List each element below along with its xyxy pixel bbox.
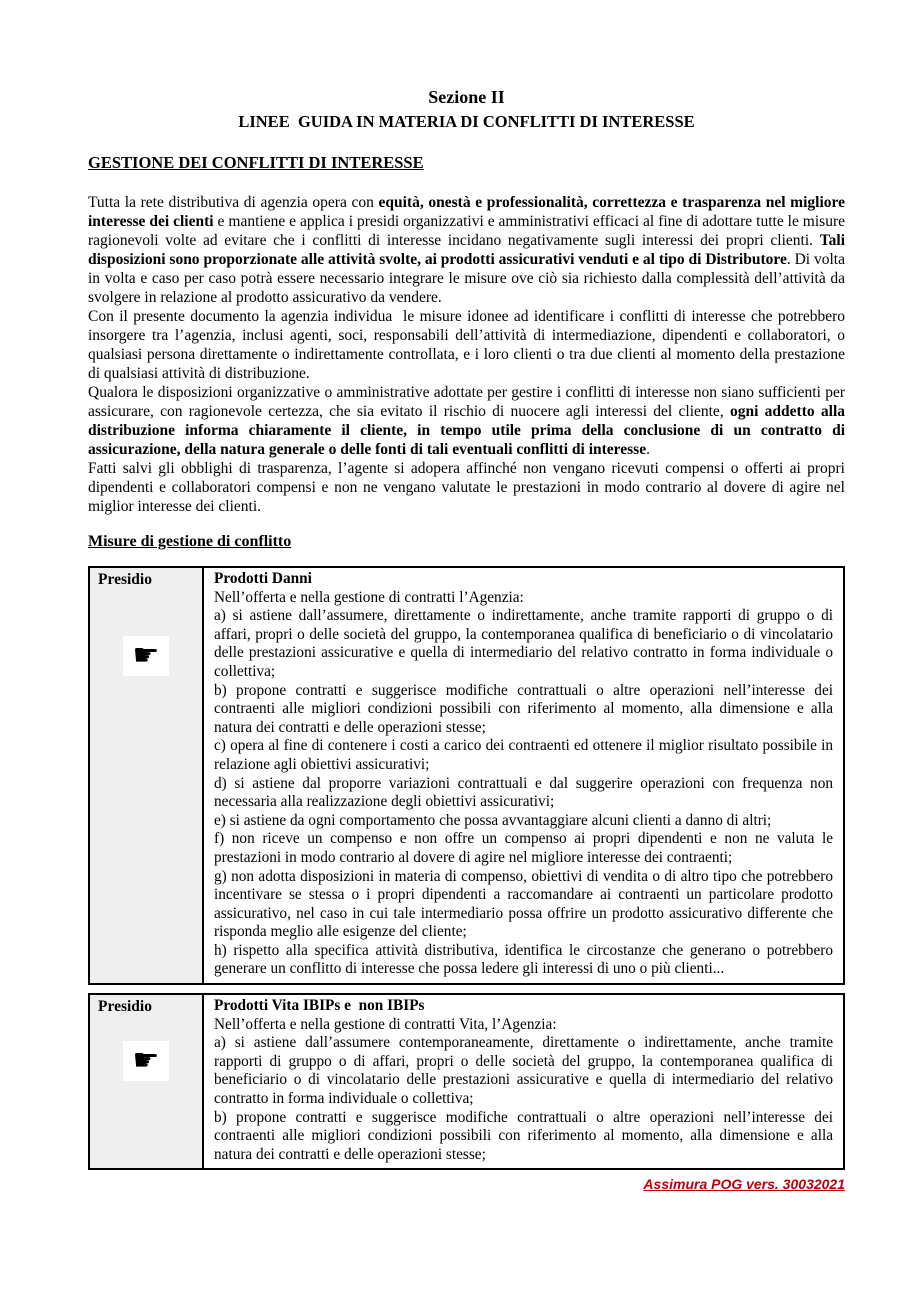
measures-heading: Misure di gestione di conflitto — [88, 533, 292, 550]
section-heading: GESTIONE DEI CONFLITTI DI INTERESSE — [88, 153, 424, 172]
page-title: Sezione II — [428, 87, 505, 107]
cell-items — [214, 1034, 837, 1164]
list-item: a) si astiene dall’assumere, direttamente o indirettamente, anche tramite rapporti di gruppo o di affari, propri o delle società del gruppo, la contemporanea qualifica di beneficiario o di vincolatario delle prestazioni assicurative e quella di intermediario del relativo contratto in forma individuale o collettiva; — [214, 607, 837, 680]
cell-title: Prodotti Danni — [214, 570, 312, 587]
cell-title: Prodotti Vita IBIPs e non IBIPs — [214, 997, 425, 1015]
list-item: g) non adotta disposizioni in materia di compenso, obiettivi di vendita o di altro tipo che potrebbero incentivare se stessa o i propri dipendenti a raccomandare ai contraenti un particolare prodotto assicurativo, nel caso in cui tale intermediario possa offrire un prodotto assicurativo differente che risponda meglio alle esigenze del cliente; — [214, 867, 837, 941]
cell-items — [214, 607, 837, 979]
presidio-content-cell — [203, 994, 844, 1169]
pointing-hand-icon: ☛ — [123, 636, 169, 676]
body-paragraphs — [88, 193, 849, 516]
pointing-hand-icon: ☛ — [123, 1041, 169, 1081]
list-item: c) opera al fine di contenere i costi a carico dei contraenti ed ottenere il miglior risultato possibile in relazione agli obiettivi assicurativi; — [214, 737, 837, 773]
list-item: a) si astiene dall’assumere contemporaneamente, direttamente o indirettamente, anche tramite rapporti di gruppo o di affari, propri o delle società del gruppo, la contemporanea qualifica di beneficiario o di vincolatario delle prestazioni assicurative e quella di intermediario del relativo contratto in forma individuale o collettiva; — [214, 1034, 837, 1108]
list-item: e) si astiene da ogni comportamento che possa avvantaggiare alcuni clienti a danno di altri; — [214, 811, 772, 829]
presidio-label: Presidio — [98, 571, 152, 588]
paragraph: Tutta la rete distributiva di agenzia opera con equità, onestà e professionalità, correttezza e trasparenza nel migliore interesse dei clienti e mantiene e applica i presidi organizzativi e amministrativi efficaci al fine di adottare tutte le misure ragionevoli volte ad evitare che i conflitti di interesse incidano negativamente sugli interessi dei propri clienti. Tali disposizioni sono proporzionate alle attività svolte, ai prodotti assicurativi venduti e al tipo di Distributore. Di volta in volta e caso per caso potrà essere necessario integrare le misure ove ciò sia richiesto dalla complessità dell’attività da svolgere in relazione al prodotto assicurativo da vendere. — [88, 194, 849, 306]
footer-version-text: Assimura POG vers. 30032021 — [643, 1176, 845, 1193]
page-subtitle: LINEE GUIDA IN MATERIA DI CONFLITTI DI INTERESSE — [238, 112, 695, 131]
paragraph: Con il presente documento la agenzia individua le misure idonee ad identificare i conflitti di interesse che potrebbero insorgere tra l’agenzia, inclusi agenti, soci, responsabili dell’attività di intermediazione, dipendenti e collaboratori, o qualsiasi persona direttamente o indirettamente controllata, e i loro clienti o tra due clienti al momento della prestazione di qualsiasi attività di distribuzione. — [88, 308, 849, 382]
list-item: b) propone contratti e suggerisce modifiche contrattuali o altre operazioni nell’interesse dei contraenti alle migliori condizioni possibili con riferimento al momento, alla dimensione e alla natura dei contratti e delle operazioni stesse; — [214, 1108, 837, 1163]
presidio-cell — [89, 994, 203, 1169]
paragraph: Qualora le disposizioni organizzative o amministrative adottate per gestire i conflitti di interesse non siano sufficienti per assicurare, con ragionevole certezza, che sia evitato il rischio di nuocere agli interessi del cliente, ogni addetto alla distribuzione informa chiaramente il cliente, in tempo utile prima della conclusione di un contratto di assicurazione, della natura generale o delle fonti di tali eventuali conflitti di interesse. — [88, 384, 849, 458]
list-item: h) rispetto alla specifica attività distributiva, identifica le circostanze che generano o potrebbero generare un conflitto di interesse che possa ledere gli interessi di uno o più clienti... — [214, 941, 837, 978]
cell-intro: Nell’offerta e nella gestione di contratti Vita, l’Agenzia: — [214, 1015, 557, 1033]
list-item: d) si astiene dal proporre variazioni contrattuali e dal suggerire operazioni con frequenza non necessaria alla realizzazione degli obiettivi assicurativi; — [214, 774, 837, 811]
footer-version — [88, 1176, 845, 1192]
presidio-table-vita — [88, 993, 845, 1170]
cell-intro: Nell’offerta e nella gestione di contratti l’Agenzia: — [214, 588, 524, 606]
presidio-content-cell — [203, 567, 844, 984]
presidio-label: Presidio — [98, 998, 152, 1016]
list-item: b) propone contratti e suggerisce modifiche contrattuali o altre operazioni nell’interesse dei contraenti alle migliori condizioni possibili con riferimento al momento, alla dimensione e alla natura dei contratti e delle operazioni stesse; — [214, 681, 837, 736]
presidio-cell — [89, 567, 203, 984]
list-item: f) non riceve un compenso e non offre un compenso ai propri dipendenti e non ne valuta le prestazioni in modo contrario al dovere di agire nel migliore interesse dei contraenti; — [214, 830, 837, 866]
paragraph: Fatti salvi gli obblighi di trasparenza, l’agente si adopera affinché non vengano ricevuti compensi o offerti ai propri dipendenti e collaboratori compensi e non ne vengano valutate le prestazioni in modo contrario al dovere di agire nel miglior interesse dei clienti. — [88, 460, 849, 515]
presidio-table-danni — [88, 566, 845, 985]
